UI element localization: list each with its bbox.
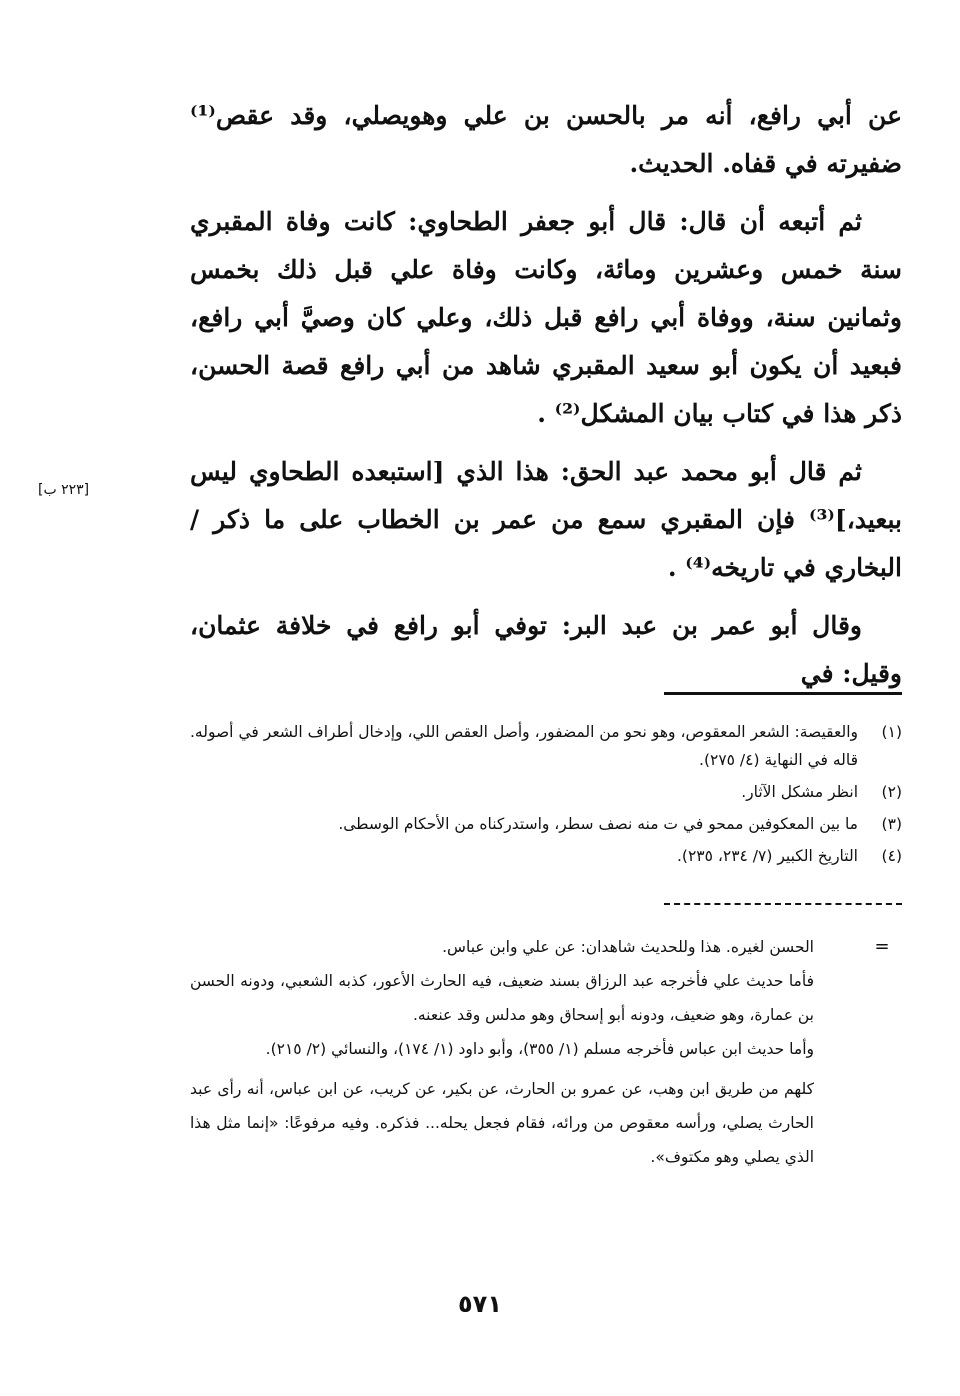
footnote-text: ما بين المعكوفين ممحو في ت منه نصف سطر، واستدركناه من الأحكام الوسطى. [338,815,858,833]
footnote-number: (٢) [881,783,902,801]
page-number: ٥٧١ [458,1290,502,1318]
footnote-text: التاريخ الكبير (٧/ ٢٣٤، ٢٣٥). [676,847,858,865]
footnote-number: (١) [881,723,902,741]
footnote-1 [190,718,902,774]
main-paragraph-4: وقال أبو عمر بن عبد البر: توفي أبو رافع في خلافة عثمان، وقيل: في [190,611,902,688]
commentary-separator [664,903,902,905]
main-paragraph-3: ثم قال أبو محمد عبد الحق: هذا الذي [استبعده الطحاوي ليس ببعيد،]⁽³⁾ فإن المقبري سمع من عمر بن الخطاب على ما ذكر / البخاري في تاريخه⁽⁴⁾ . [190,457,902,582]
commentary-paragraph-3: وأما حديث ابن عباس فأخرجه مسلم (١/ ٣٥٥)، وأبو داود (١/ ١٧٤)، والنسائي (٢/ ٢١٥). [265,1040,814,1058]
continuation-marker: = [874,936,890,957]
main-paragraph-2: ثم أتبعه أن قال: قال أبو جعفر الطحاوي: كانت وفاة المقبري سنة خمس وعشرين ومائة، وكانت وفاة علي قبل ذلك بخمس وثمانين سنة، ووفاة أبي رافع قبل ذلك، وعلي كان وصيَّ أبي رافع، فبعيد أن يكون أبو سعيد المقبري شاهد من أبي رافع قصة الحسن، ذكر هذا في كتاب بيان المشكل⁽²⁾ . [190,207,902,428]
footnote-text: والعقيصة: الشعر المعقوص، وهو نحو من المضفور، وأصل العقص اللي، وإدخال أطراف الشعر في أصوله. قاله في النهاية (٤/ ٢٧٥). [190,723,858,769]
commentary-paragraph-4: كلهم من طريق ابن وهب، عن عمرو بن الحارث، عن بكير، عن كريب، عن ابن عباس، أنه رأى عبد الحارث يصلي، ورأسه معقوص من ورائه، فقام فجعل يحله... فذكره. وفيه مرفوعًا: «إنما مثل هذا الذي يصلي وهو مكتوف». [190,1080,814,1166]
footnote-4 [190,842,902,870]
manuscript-folio-note: [٢٢٣ ب] [38,482,90,498]
footnotes [190,718,902,874]
commentary [190,930,902,1174]
commentary-body [190,930,814,1174]
footnote-separator [664,692,902,695]
footnote-3 [190,810,902,838]
main-paragraph-1: عن أبي رافع، أنه مر بالحسن بن علي وهويصلي، وقد عقص⁽¹⁾ ضفيرته في قفاه. الحديث. [190,101,902,178]
footnote-number: (٣) [881,815,902,833]
footnote-2 [190,778,902,806]
footnote-text: انظر مشكل الآثار. [741,783,858,801]
main-text [190,92,902,708]
commentary-paragraph-1: الحسن لغيره. هذا وللحديث شاهدان: عن علي وابن عباس. [442,938,814,956]
commentary-paragraph-2: فأما حديث علي فأخرجه عبد الرزاق بسند ضعيف، فيه الحارث الأعور، كذبه الشعبي، ودونه الحسن بن عمارة، وهو ضعيف، ودونه أبو إسحاق وهو مدلس وقد عنعنه. [190,972,814,1024]
footnote-number: (٤) [881,847,902,865]
